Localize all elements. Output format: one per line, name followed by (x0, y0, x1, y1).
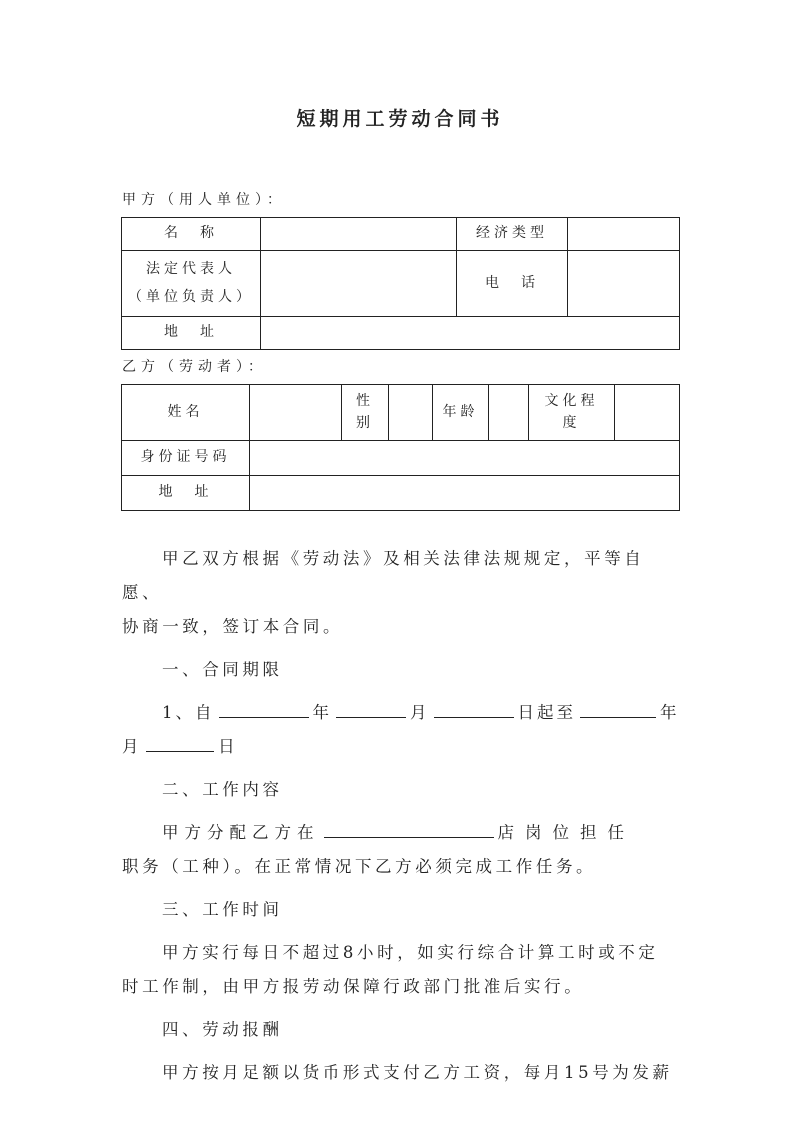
party-b-gender-label: 性 别 (342, 385, 389, 441)
party-b-edu-label: 文化程 度 (529, 385, 615, 441)
party-a-name-cell (261, 218, 457, 251)
party-a-phone-label: 电 话 (457, 251, 568, 317)
start-month-blank[interactable] (336, 701, 406, 718)
party-a-address-cell (261, 317, 680, 350)
section-1-date-line-2: 月 日 (122, 737, 239, 756)
intro-line-2: 协商一致，签订本合同。 (122, 617, 344, 636)
party-a-rep-cell (261, 251, 457, 317)
store-blank[interactable] (324, 821, 494, 838)
start-day-blank[interactable] (434, 701, 514, 718)
end-year-blank[interactable] (580, 701, 656, 718)
section-3-line-2: 时工作制，由甲方报劳动保障行政部门批准后实行。 (122, 977, 585, 996)
contract-body (122, 542, 682, 1090)
party-a-address-label: 地 址 (122, 317, 261, 350)
party-b-age-cell (489, 385, 529, 441)
party-a-table (121, 217, 680, 350)
section-1-date-line: 1、自 年 月 日起至 年 (162, 703, 680, 722)
party-a-heading: 甲方（用人单位）： (122, 192, 286, 208)
section-2-line-2: 职务（工种）。在正常情况下乙方必须完成工作任务。 (122, 857, 597, 876)
party-b-heading: 乙方（劳动者）： (122, 359, 267, 375)
intro-line-1: 甲乙双方根据《劳动法》及相关法律法规规定，平等自愿、 (122, 549, 645, 602)
section-2-line-1: 甲方分配乙方在 店岗位担任 (162, 823, 635, 842)
party-a-type-cell (568, 218, 680, 251)
start-year-blank[interactable] (219, 701, 309, 718)
section-4-title: 四、劳动报酬 (162, 1020, 283, 1039)
party-b-id-label: 身份证号码 (122, 441, 250, 476)
section-3-line-1: 甲方实行每日不超过8小时，如实行综合计算工时或不定 (162, 943, 659, 962)
party-b-address-cell (250, 476, 680, 511)
party-b-table (121, 384, 680, 511)
party-b-address-label: 地 址 (122, 476, 250, 511)
party-a-phone-cell (568, 251, 680, 317)
party-b-gender-cell (389, 385, 433, 441)
end-month-blank[interactable] (146, 735, 214, 752)
party-a-name-label: 名 称 (122, 218, 261, 251)
party-b-name-cell (250, 385, 342, 441)
party-a-rep-label: 法定代表人 （单位负责人） (122, 251, 261, 317)
document-title: 短期用工劳动合同书 (296, 108, 504, 130)
party-b-name-label: 姓名 (122, 385, 250, 441)
party-b-id-cell (250, 441, 680, 476)
section-4-line-1: 甲方按月足额以货币形式支付乙方工资，每月15号为发薪 (162, 1063, 673, 1082)
party-a-type-label: 经济类型 (457, 218, 568, 251)
section-1-title: 一、合同期限 (162, 660, 283, 679)
party-b-age-label: 年龄 (433, 385, 489, 441)
party-b-edu-cell (615, 385, 680, 441)
section-3-title: 三、工作时间 (162, 900, 283, 919)
section-2-title: 二、工作内容 (162, 780, 283, 799)
